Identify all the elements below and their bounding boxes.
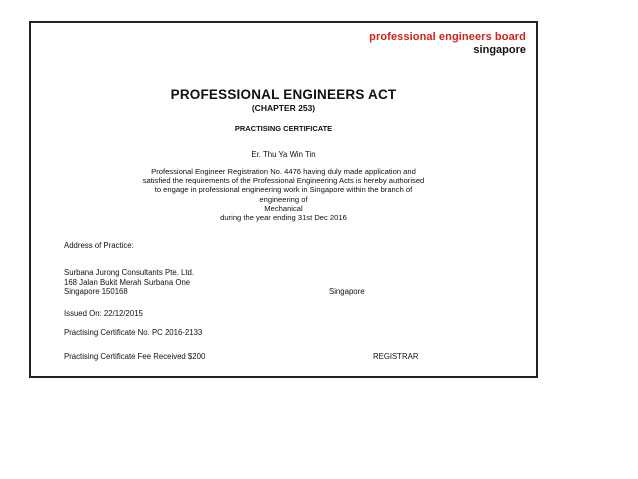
body-line: during the year ending 31st Dec 2016 <box>220 213 347 223</box>
practice-address <box>64 268 194 297</box>
certificate-type: PRACTISING CERTIFICATE <box>234 124 333 133</box>
address-line: Singapore 150168 <box>64 287 128 297</box>
body-line: to engage in professional engineering work in Singapore within the branch of <box>154 185 413 195</box>
address-line: 168 Jalan Bukit Merah Surbana One <box>64 277 191 287</box>
body-line: Mechanical <box>264 203 303 213</box>
body-line: engineering of <box>259 194 308 204</box>
certificate-frame <box>29 21 538 378</box>
board-country: singapore <box>473 44 526 56</box>
issue-date: Issued On: 22/12/2015 <box>64 309 143 318</box>
board-name: professional engineers board <box>369 31 526 43</box>
body-line: Professional Engineer Registration No. 4476 having duly made application and <box>151 167 416 176</box>
city-label: Singapore <box>329 287 365 296</box>
registrar-label: REGISTRAR <box>373 352 419 361</box>
certificate-number: Practising Certificate No. PC 2016-2133 <box>64 328 203 337</box>
fee-received: Practising Certificate Fee Received $200 <box>64 352 206 361</box>
holder-name: Er. Thu Ya Win Tin <box>251 150 316 159</box>
board-logo <box>369 31 526 57</box>
address-line: Surbana Jurong Consultants Pte. Ltd. <box>64 268 195 277</box>
certificate-body <box>71 167 496 222</box>
act-title: PROFESSIONAL ENGINEERS ACT <box>170 87 397 102</box>
body-line: satisfied the requirements of the Professional Engineering Acts is hereby authorised <box>142 176 425 186</box>
chapter-label: (CHAPTER 253) <box>251 103 316 113</box>
address-label: Address of Practice: <box>64 241 134 250</box>
